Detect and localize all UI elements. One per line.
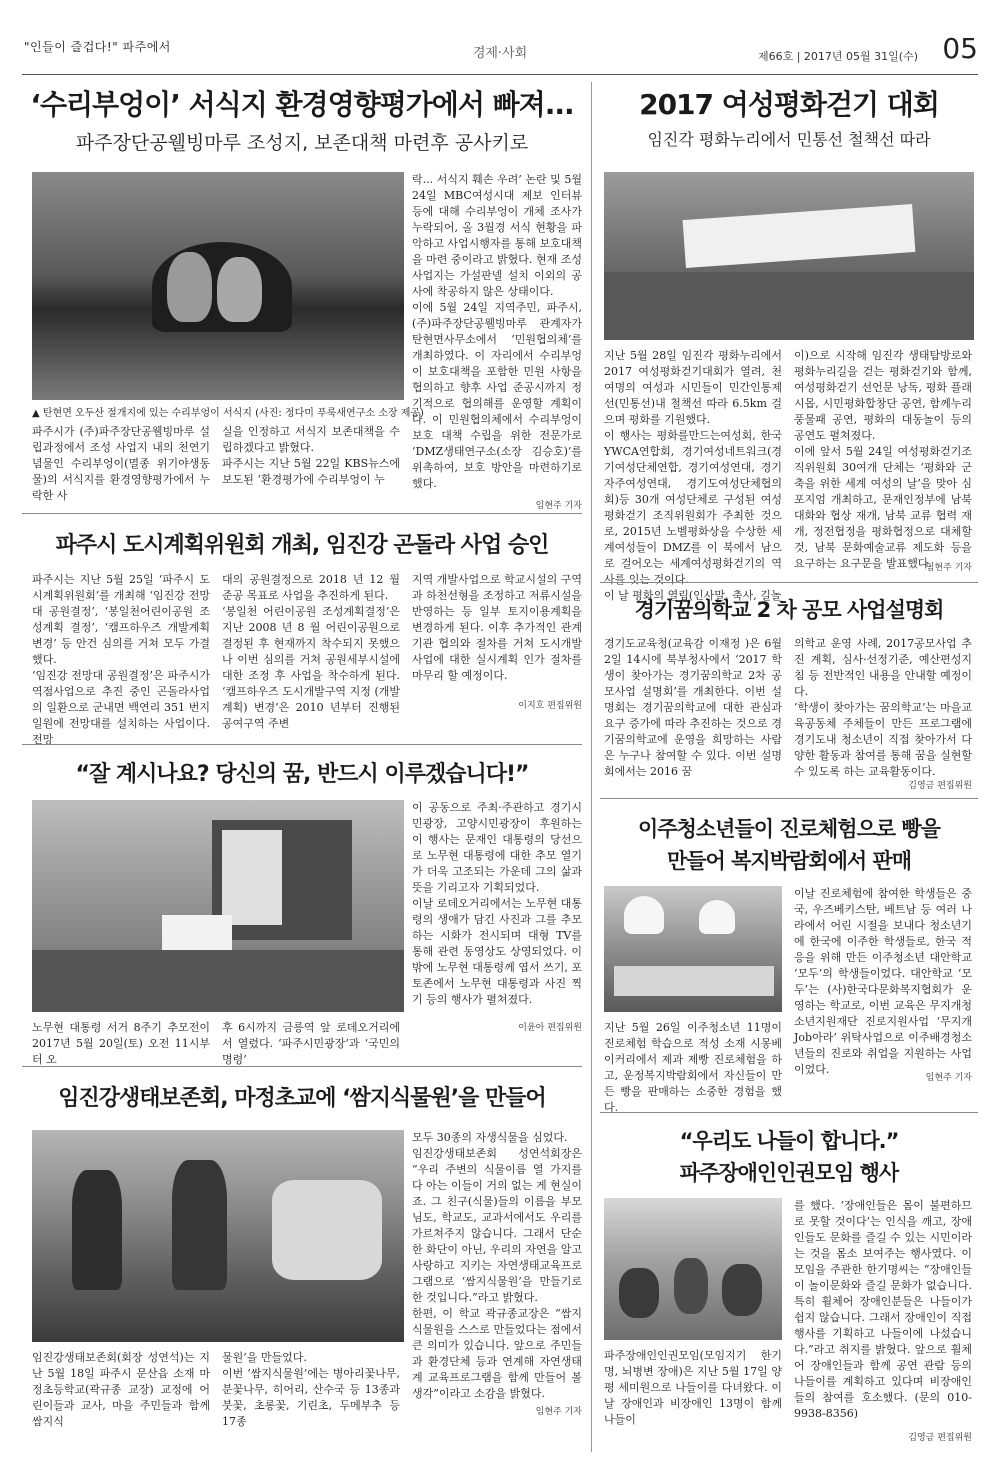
page-number: 05 (942, 32, 978, 65)
article-owl-body-1: 파주시가 (주)파주장단공웰빙마루 설립과정에서 조성 사업지 내의 천연기념물인 수리부엉이(멸종 위기야생동물)의 서식지를 환경영향평가에서 누락한 사 (32, 425, 210, 502)
article-outing-title-line2: 파주장애인인권모임 행사 (679, 1161, 899, 1185)
article-bakery-title-line2: 만들어 복지박람회에서 판매 (666, 849, 912, 873)
article-dream-school-body-1: 경기도교육청(교육감 이재정 )은 6월 2일 14시에 북부청사에서 ‘2017 학생이 찾아가는 경기꿈의학교 2차 공모사업 설명회’를 개최한다. 이번 설명회는 경기꿈의학교에 대한 관심과 요구 증가에 따라 추진하는 것으로 경기꿈의학교에 운영을 희망하는 사람은 누구나 참여할 수 있다. 이번 설명회에서는 2016 꿈 (604, 637, 782, 778)
article-roh-body-3: 이 공동으로 주최·주관하고 경기시민광장, 고양시민광장이 후원하는 이 행사는 문재인 대통령의 당선으로 노무현 대통령에 대한 추모 열기가 더욱 고조되는 가운데 그의 삶과 뜻을 기리고자 기획되었다. 이날 로데오거리에서는 노무현 대통령의 생애가 담긴 사진과 그를 추모하는 시화가 전시되며 대형 TV를 통해 관련 동영상도 상영되었다. 이밖에 노무현 대통령께 엽서 쓰기, 포토존에서 노무현 대통령과 사진 찍기 등의 행사가 펼쳐졌다. (412, 801, 582, 1006)
article-garden-body-3: 모두 30종의 자생식물을 심었다. 임진강생태보존회 성연석회장은 “우리 주변의 식물이름 열 가지를 다 아는 이들이 거의 없는 게 현실이죠. 그 친구(식물)들의 이름을 부모님도, 학교도, 교과서에서도 우리를 가르쳐주지 않습니다. 그래서 단순한 화단이 아닌, 우리의 자연을 알고 사랑하고 지키는 자연생태교육프로그램으로 ‘쌈지식물원’을 만들기로 한 것입니다.”라고 밝혔다. 한편, 이 학교 곽규종교장은 “쌈지식물원을 스스로 만들었다는 점에서 큰 의미가 있습니다. 앞으로 주민들과 환경단체 등과 연계해 자연생태계 교육프로그램을 함께 만들어 볼 생각”이라고 소감을 밝혔다. (412, 1131, 582, 1400)
outing-photo (604, 1198, 782, 1340)
article-outing-byline: 김영금 편집위원 (908, 1433, 972, 1443)
article-peace-walk-body-2: 이)으로 시작해 임진각 생태탐방로와 평화누리길을 걷는 평화걷기와 함께, 여성평화걷기 선언문 낭독, 평화 플래시몹, 시민평화합창단 공연, 함께누리 풍물패 공연, 평화의 대동놀이 등의 공연도 펼쳐졌다. 이에 앞서 5월 24일 여성평화걷기조직위원회 30여개 단체는 ‘평화와 군축을 위한 세계 여성의 날’을 맞아 심포지엄 개최하고, 문재인정부에 남북대화와 협상 재개, 남북 교류 협력 재개, 정전협정을 평화협정으로 대체할 것, 남북 문화예술교류 제도화 등을 요구하는 요구문을 발표했다. (794, 349, 972, 570)
article-roh-body-1: 노무현 대통령 서거 8주기 추모전이 2017년 5월 20일(토) 오전 11시부터 오 (32, 1021, 210, 1066)
divider (22, 744, 582, 745)
masthead-logo: "인들이 즐겁다!" 파주에서 (24, 40, 171, 54)
divider (600, 798, 978, 799)
article-peace-walk-body-1: 지난 5월 28일 임진각 평화누리에서 2017 여성평화걷기대회가 열려, 천여명의 여성과 시민들이 민간인통제선(민통선)내 철책선 따라 6.5km 걸으며 평화를 기원했다. 이 행사는 평화를만드는여성회, 한국YWCA연합회, 경기여성네트워크(경기여성단체연합, 경기여성연대, 경기자주여성연대, 경기도여성단체협의회)등 30개 여성단체로 구성된 여성평화걷기 조직위원회가 주최한 것으로, 2015년 노벨평화상을 수상한 세계여성들이 DMZ를 이 북에서 남으로 걸어오는 세계여성평화걷기의 역사를 잇는 것이다. 이 날 평화의 열림(인사말, 축사, 길놀 (604, 349, 782, 602)
article-bakery-body-1: 지난 5월 26일 이주청소년 11명이 진로체험 학습으로 적성 소재 시몽베이커리에서 제과 제빵 진로체험을 하고, 운정복지박람회에서 자신들이 만든 빵을 판매하는 소중한 경험을 했다. (604, 1021, 782, 1114)
article-owl-byline: 임현주 기자 (535, 501, 582, 511)
article-garden-title: 임진강생태보존회, 마정초교에 ‘쌈지식물원’을 만들어 (58, 1086, 546, 1111)
article-dream-school-body-2: 의학교 운영 사례, 2017공모사업 추진 계획, 심사·선정기준, 예산편성지침 등 전반적인 내용을 안내할 예정이다. ‘학생이 찾아가는 꿈의학교’는 마을교육공동체 주체들이 만든 프로그램에 경기도내 청소년이 직접 찾아가서 다양한 활동과 참여를 통해 꿈을 실현할 수 있도록 하는 교육활동이다. (794, 637, 972, 778)
article-roh-title: “잘 계시나요? 당신의 꿈, 반드시 이루겠습니다!” (75, 762, 529, 787)
article-owl-title: ‘수리부엉이’ 서식지 환경영향평가에서 빠져... (30, 88, 574, 121)
section-name: 경제·사회 (472, 46, 528, 61)
article-gondola-body-1: 파주시는 지난 5월 25일 ‘파주시 도시계획위원회’를 개최해 ‘임진강 전망대 공원결정’, ‘봉일천어린이공원 조성계획 결정’, ‘캠프하우즈 개발계획변경’ 등 안건 심의를 거쳐 모두 가결했다. ‘임진강 전망대 공원결정’은 파주시가 역점사업으로 추진 중인 곤돌라사업의 일환으로 군내면 백연리 351 번지 일원에 전망대를 설치하는 사업이다. 전망 (32, 573, 210, 746)
divider (22, 513, 582, 514)
peace-walk-photo (604, 172, 974, 340)
memorial-event-photo (32, 800, 404, 1012)
article-bakery-byline: 임현주 기자 (925, 1073, 972, 1083)
article-gondola-byline: 이지호 편집위원 (518, 701, 582, 711)
article-owl-body-2: 실을 인정하고 서식지 보존대책을 수립하겠다고 밝혔다. 파주시는 지난 5월 22일 KBS뉴스에 보도된 ‘환경평가에 수리부엉이 누 (222, 425, 400, 486)
article-outing-title-line1: “우리도 나들이 합니다.” (679, 1129, 899, 1153)
divider (22, 1066, 582, 1067)
article-garden-byline: 임현주 기자 (535, 1407, 582, 1417)
owl-photo-caption: ▲ 탄현면 오두산 절개지에 있는 수리부엉이 서식지 (사진: 정다미 푸룩새연구소 소장 제공) (32, 408, 424, 419)
header-rule (22, 74, 978, 75)
article-bakery-title-line1: 이주청소년들이 진로체험으로 빵을 (638, 817, 940, 841)
article-outing-body-2: 를 했다. ‘장애인들은 몸이 불편하므로 못할 것이다’는 인식을 깨고, 장애인들도 문화를 즐길 수 있는 시민이라는 것을 몸소 보여주는 행사였다. 이 모임을 주관한 한기명씨는 “장애인들이 놀이문화와 즐길 문화가 없습니다. 특히 휠체어 장애인분들은 나들이가 쉽지 않습니다. 그래서 장애인이 직접 행사를 기획하고 나들이에 나섰습니다.”라고 취지를 밝혔다. 앞으로 휠체어 장애인들과 함께 공연 관람 등의 나들이를 계획하고 있다며 비장애인들의 참여를 호소했다. (문의 010-9938-8356) (794, 1199, 972, 1420)
article-dream-school-title: 경기꿈의학교 2 차 공모 사업설명회 (634, 598, 944, 622)
article-garden-body-2: 물원’을 만들었다. 이번 ‘쌈지식물원’에는 병아리꽃나무, 분꽃나무, 히어리, 산수국 등 13종과 붓꽃, 초롱꽃, 기린초, 두메부추 등 17종 (222, 1351, 400, 1428)
article-gondola-body-2: 대의 공원결정으로 2018 년 12 월 준공 목표로 사업을 추진하게 된다. ‘봉일천 어린이공원 조성계획결정’은 지난 2008 년 8 월 어린이공원으로 결정된 후 현재까지 착수되지 못했으나 이번 심의를 거쳐 공원세부시설에 대한 조정 후 사업을 착수하게 된다. ‘캠프하우즈 도시개발구역 지정 (개발계획) 변경’은 2010 년부터 진행된 공여구역 주변 (222, 573, 400, 730)
article-roh-byline: 이윤아 편집위원 (518, 1023, 582, 1033)
issue-date: 제66호 | 2017년 05월 31일(수) (757, 50, 918, 63)
column-divider (591, 82, 592, 1452)
divider (600, 1112, 978, 1113)
article-dream-school-byline: 김영금 편집위원 (908, 781, 972, 791)
article-peace-walk-subtitle: 임진각 평화누리에서 민통선 철책선 따라 (647, 130, 931, 149)
article-owl-subtitle: 파주장단공웰빙마루 조성지, 보존대책 마련후 공사키로 (75, 132, 529, 154)
article-gondola-body-3: 지역 개발사업으로 학교시설의 구역과 하천선형을 조정하고 저류시설을 반영하는 등 일부 토지이용계획을 변경하게 된다. 이후 추가적인 관계기관 협의와 절차를 거쳐 도시개발사업에 대한 실시계획 인가 절차를 마무리 할 예정이다. (412, 573, 582, 682)
article-owl-body-3: 락... 서식지 훼손 우려’ 논란 및 5월 24일 MBC여성시대 제보 인터뷰 등에 대해 수리부엉이 개체 조사가 누락되어, 올 3월경 서식 현황을 파악하고 사업시행자를 통해 보호대책을 마련 중이라고 밝혔다. 현재 조성사업지는 가설판넬 설치 이외의 공사에 착공하지 않은 상태이다. 이에 5월 24일 지역주민, 파주시, (주)파주장단공웰빙마루 관계자가 탄현면사무소에서 ‘민원협의체’를 개최하였다. 이 자리에서 수리부엉이 보호대책을 포함한 민원 사항을 협의하고 향후 사업 준공시까지 정기적으로 협의해를 운영할 계획이다. 이 민원협의체에서 수리부엉이 보호 대책 수립을 위한 전문가로 ‘DMZ생태연구소(소장 김승호)’를 위촉하여, 보호 방안을 마련하기로 했다. (412, 173, 582, 490)
article-outing-body-1: 파주장애인인권모임(모임지기 한기명, 뇌병변 장애)은 지난 5월 17일 양평 세미원으로 나들이를 다녀왔다. 이날 장애인과 비장애인 13명이 함께 나들이 (604, 1349, 782, 1426)
article-peace-walk-title: 2017 여성평화걷기 대회 (639, 88, 939, 121)
article-garden-body-1: 임진강생태보존회(회장 성연석)는 지난 5월 18일 파주시 문산읍 소재 마정초등학교(곽규종 교장) 교정에 어린이들과 교사, 마을 주민들과 함께 쌈지식 (32, 1351, 210, 1428)
article-peace-walk-byline: 임현주 기자 (925, 563, 972, 573)
bakery-photo (604, 886, 782, 1012)
article-bakery-body-2: 이날 진로체험에 참여한 학생들은 중국, 우즈베키스탄, 베트남 등 여러 나라에서 어린 시절을 보내다 청소년기에 한국에 이주한 학생들로, 한국 적응을 위해 만든 이주청소년 대안학교 ‘모두’의 학생들이었다. 대안학교 ‘모두’는 (사)한국다문화복지협회가 운영하는 학교로, 이번 교육은 무지개청소년지원재단 진로지원사업 ‘무지개 Job아라’ 위탁사업으로 이주배경청소년들의 진로와 취업을 지원하는 사업이었다. (794, 887, 972, 1076)
owl-photo (32, 172, 404, 400)
article-gondola-title: 파주시 도시계획위원회 개최, 임진강 곤돌라 사업 승인 (55, 533, 549, 558)
divider (600, 582, 978, 583)
garden-planting-photo (32, 1130, 404, 1342)
article-roh-body-2: 후 6시까지 금릉역 앞 로데오거리에서 열렸다. ‘파주시민광장’과 ‘국민의명령’ (222, 1021, 400, 1066)
